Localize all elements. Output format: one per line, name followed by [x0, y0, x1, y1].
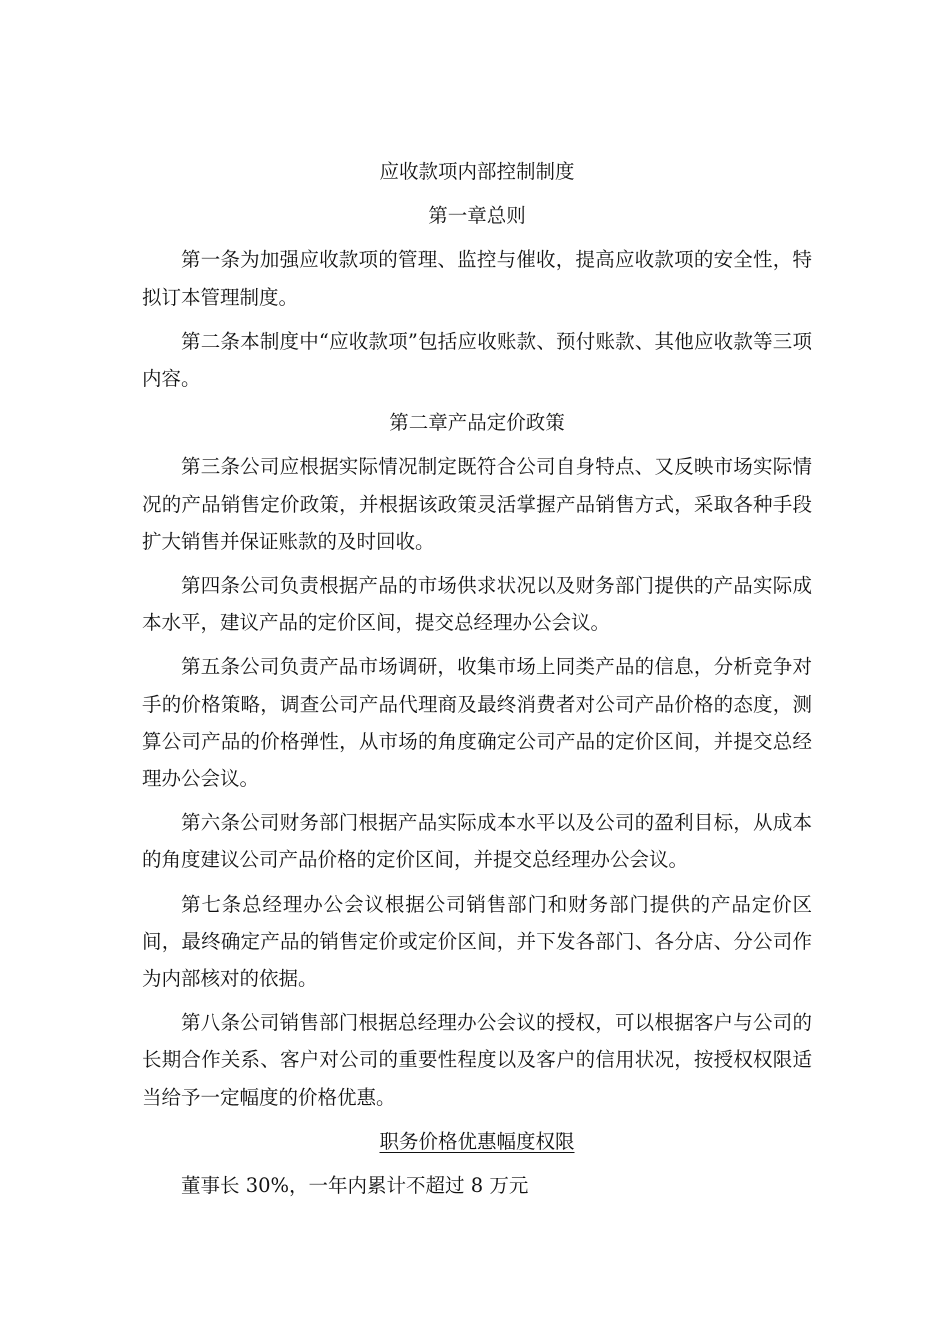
document-body: [142, 153, 812, 1211]
document-title: 应收款项内部控制制度: [379, 160, 575, 183]
article-7: 第七条总经理办公会议根据公司销售部门和财务部门提供的产品定价区间，最终确定产品的销售定价或定价区间，并下发各部门、各分店、分公司作为内部核对的依据。: [142, 892, 812, 991]
discount-section-heading-text: 职务价格优惠幅度权限: [379, 1129, 575, 1153]
chapter-2-heading: 第二章产品定价政策: [389, 411, 565, 435]
article-3: 第三条公司应根据实际情况制定既符合公司自身特点、又反映市场实际情况的产品销售定价政策，并根据该政策灵活掌握产品销售方式，采取各种手段扩大销售并保证账款的及时回收。: [142, 455, 812, 553]
article-5: 第五条公司负责产品市场调研，收集市场上同类产品的信息，分析竞争对手的价格策略，调查公司产品代理商及最终消费者对公司产品价格的态度，测算公司产品的价格弹性，从市场的角度确定公司产品的定价区间，并提交总经理办公会议。: [142, 655, 812, 791]
article-1: 第一条为加强应收款项的管理、监控与催收，提高应收款项的安全性，特拟订本管理制度。: [142, 248, 812, 309]
chapter-1-heading: 第一章总则: [428, 204, 526, 228]
article-8: 第八条公司销售部门根据总经理办公会议的授权，可以根据客户与公司的长期合作关系、客户对公司的重要性程度以及客户的信用状况，按授权权限适当给予一定幅度的价格优惠。: [142, 1011, 812, 1109]
article-6: 第六条公司财务部门根据产品实际成本水平以及公司的盈利目标，从成本的角度建议公司产品价格的定价区间，并提交总经理办公会议。: [142, 811, 812, 872]
article-4: 第四条公司负责根据产品的市场供求状况以及财务部门提供的产品实际成本水平，建议产品的定价区间，提交总经理办公会议。: [142, 574, 812, 635]
discount-item-chairman: 董事长 30%，一年内累计不超过 8 万元: [181, 1174, 529, 1198]
article-2: 第二条本制度中“应收款项”包括应收账款、预付账款、其他应收款等三项内容。: [142, 329, 812, 391]
discount-section-heading: [142, 1123, 812, 1160]
